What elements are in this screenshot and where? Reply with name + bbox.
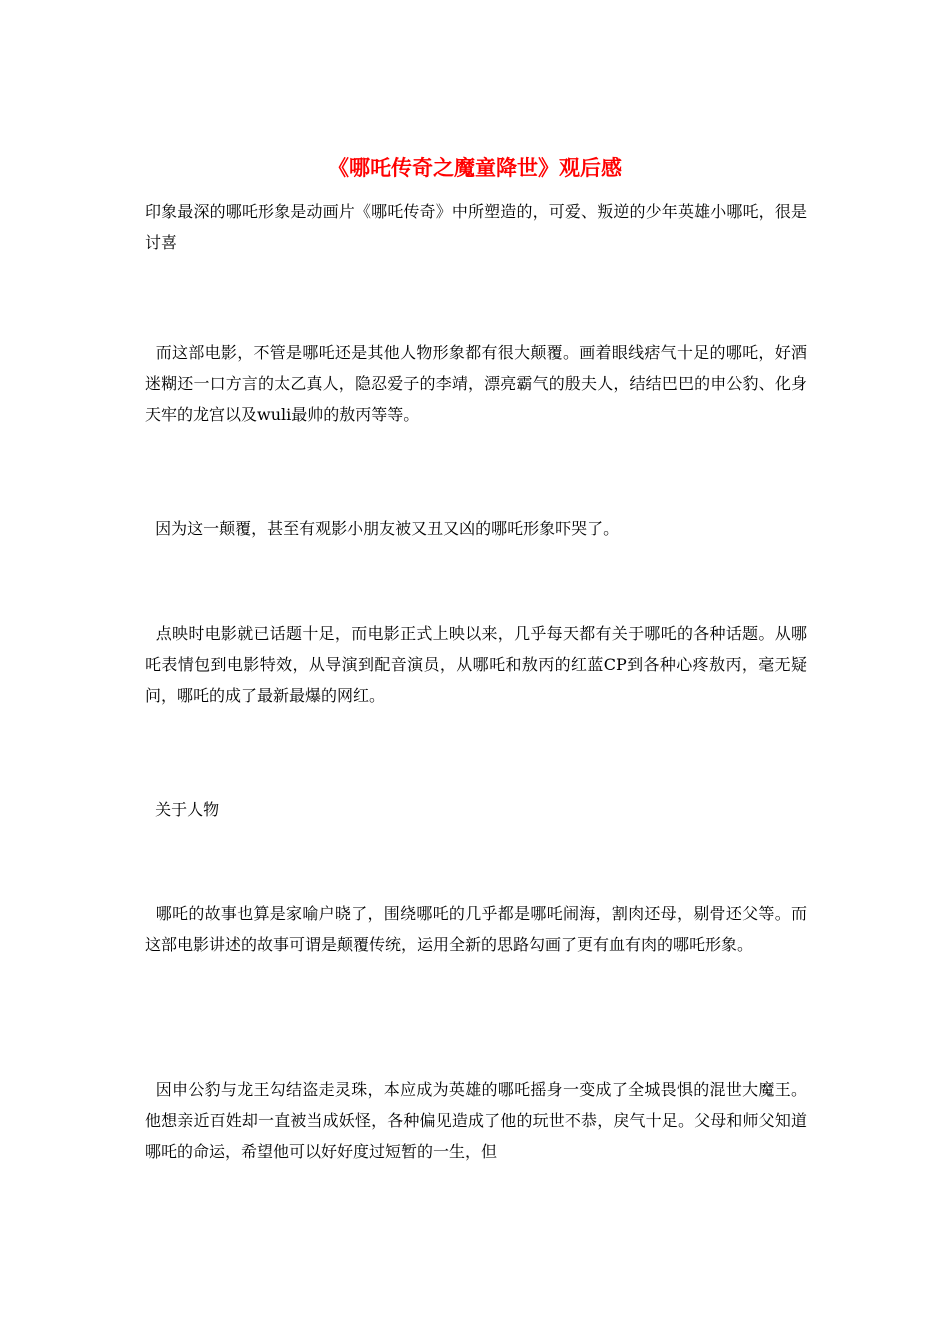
section-heading-characters: 关于人物 — [145, 800, 220, 819]
paragraph-popularity: 点映时电影就已话题十足，而电影正式上映以来，几乎每天都有关于哪吒的各种话题。从哪吒表情包到电影特效，从导演到配音演员，从哪吒和敖丙的红蓝CP到各种心疼敖丙，毫无疑问，哪吒的成了最新最爆的网红。 — [145, 624, 807, 705]
paragraph-subversion: 而这部电影，不管是哪吒还是其他人物形象都有很大颠覆。画着眼线痞气十足的哪吒，好酒迷糊还一口方言的太乙真人，隐忍爱子的李靖，漂亮霸气的殷夫人，结结巴巴的申公豹、化身天牢的龙宫以及wuli最帅的敖丙等等。 — [145, 343, 807, 424]
paragraph-story: 哪吒的故事也算是家喻户晓了，围绕哪吒的几乎都是哪吒闹海，割肉还母，剔骨还父等。而这部电影讲述的故事可谓是颠覆传统，运用全新的思路勾画了更有血有肉的哪吒形象。 — [145, 904, 807, 954]
document-title: 《哪吒传奇之魔童降世》观后感 — [328, 155, 622, 180]
paragraph-kids-scared: 因为这一颠覆，甚至有观影小朋友被又丑又凶的哪吒形象吓哭了。 — [145, 519, 620, 538]
paragraph-plot: 因申公豹与龙王勾结盗走灵珠，本应成为英雄的哪吒摇身一变成了全城畏惧的混世大魔王。他想亲近百姓却一直被当成妖怪，各种偏见造成了他的玩世不恭，戾气十足。父母和师父知道哪吒的命运，希望他可以好好度过短暂的一生，但 — [145, 1080, 807, 1161]
paragraph-intro: 印象最深的哪吒形象是动画片《哪吒传奇》中所塑造的，可爱、叛逆的少年英雄小哪吒，很是讨喜 — [145, 202, 807, 252]
